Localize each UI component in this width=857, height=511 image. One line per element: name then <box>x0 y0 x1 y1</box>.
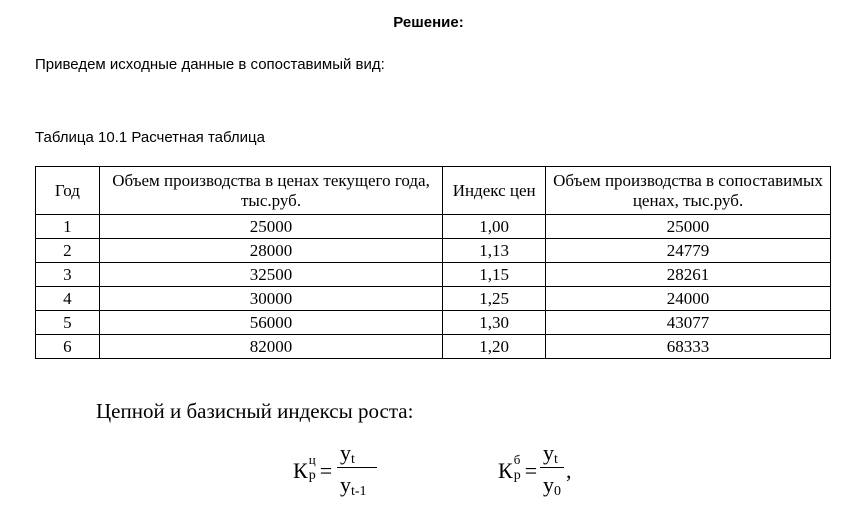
base-index-numerator: $y_t$ <box>543 440 558 467</box>
cell-current-volume: 30000 <box>99 287 443 311</box>
base-index-lhs <box>498 452 538 484</box>
cell-year: 1 <box>36 215 100 239</box>
calculation-table <box>35 166 831 359</box>
cell-current-volume: 28000 <box>99 239 443 263</box>
intro-text: Приведем исходные данные в сопоставимый вид: <box>35 56 385 73</box>
cell-year: 5 <box>36 311 100 335</box>
cell-price-index: 1,25 <box>443 287 546 311</box>
chain-index-numerator: $y_t$ <box>340 440 355 467</box>
chain-index-equals: = <box>319 458 333 483</box>
chain-index-superscript: ц <box>308 452 316 467</box>
cell-year: 6 <box>36 335 100 359</box>
table-header-row <box>36 167 831 215</box>
base-index-trailing: , <box>566 458 572 483</box>
table-caption: Таблица 10.1 Расчетная таблица <box>35 129 265 146</box>
cell-year: 4 <box>36 287 100 311</box>
solution-heading: Решение: <box>393 14 464 31</box>
chain-index-denominator: $y_{t-1}$ <box>340 472 367 499</box>
cell-comparable-volume: 25000 <box>546 215 831 239</box>
table-row <box>36 335 831 359</box>
cell-current-volume: 56000 <box>99 311 443 335</box>
cell-price-index: 1,15 <box>443 263 546 287</box>
cell-price-index: 1,13 <box>443 239 546 263</box>
cell-current-volume: 82000 <box>99 335 443 359</box>
base-index-symbol: К <box>498 458 513 483</box>
cell-year: 2 <box>36 239 100 263</box>
cell-comparable-volume: 28261 <box>546 263 831 287</box>
table-row <box>36 311 831 335</box>
chain-index-lhs <box>293 452 333 484</box>
growth-indices-title: Цепной и базисный индексы роста: <box>96 399 414 423</box>
header-current-prices: Объем производства в ценах текущего года, тыс.руб. <box>99 167 443 215</box>
cell-comparable-volume: 68333 <box>546 335 831 359</box>
header-year: Год <box>36 167 100 215</box>
cell-current-volume: 32500 <box>99 263 443 287</box>
table-row <box>36 287 831 311</box>
cell-comparable-volume: 24000 <box>546 287 831 311</box>
base-index-superscript: б <box>513 452 521 467</box>
cell-price-index: 1,30 <box>443 311 546 335</box>
table-row <box>36 239 831 263</box>
table-row <box>36 263 831 287</box>
header-price-index: Индекс цен <box>443 167 546 215</box>
cell-year: 3 <box>36 263 100 287</box>
chain-index-symbol: К <box>293 458 308 483</box>
cell-comparable-volume: 24779 <box>546 239 831 263</box>
chain-index-subscript: р <box>308 468 316 483</box>
base-index-fraction-bar <box>540 467 564 468</box>
table-row <box>36 215 831 239</box>
cell-comparable-volume: 43077 <box>546 311 831 335</box>
cell-price-index: 1,20 <box>443 335 546 359</box>
base-index-subscript: р <box>513 468 521 483</box>
chain-index-fraction-bar <box>337 467 377 468</box>
header-comparable-prices: Объем производства в сопоставимых ценах, тыс.руб. <box>546 167 831 215</box>
cell-price-index: 1,00 <box>443 215 546 239</box>
base-index-equals: = <box>524 458 538 483</box>
base-index-denominator: $y_0$ <box>543 472 561 499</box>
cell-current-volume: 25000 <box>99 215 443 239</box>
